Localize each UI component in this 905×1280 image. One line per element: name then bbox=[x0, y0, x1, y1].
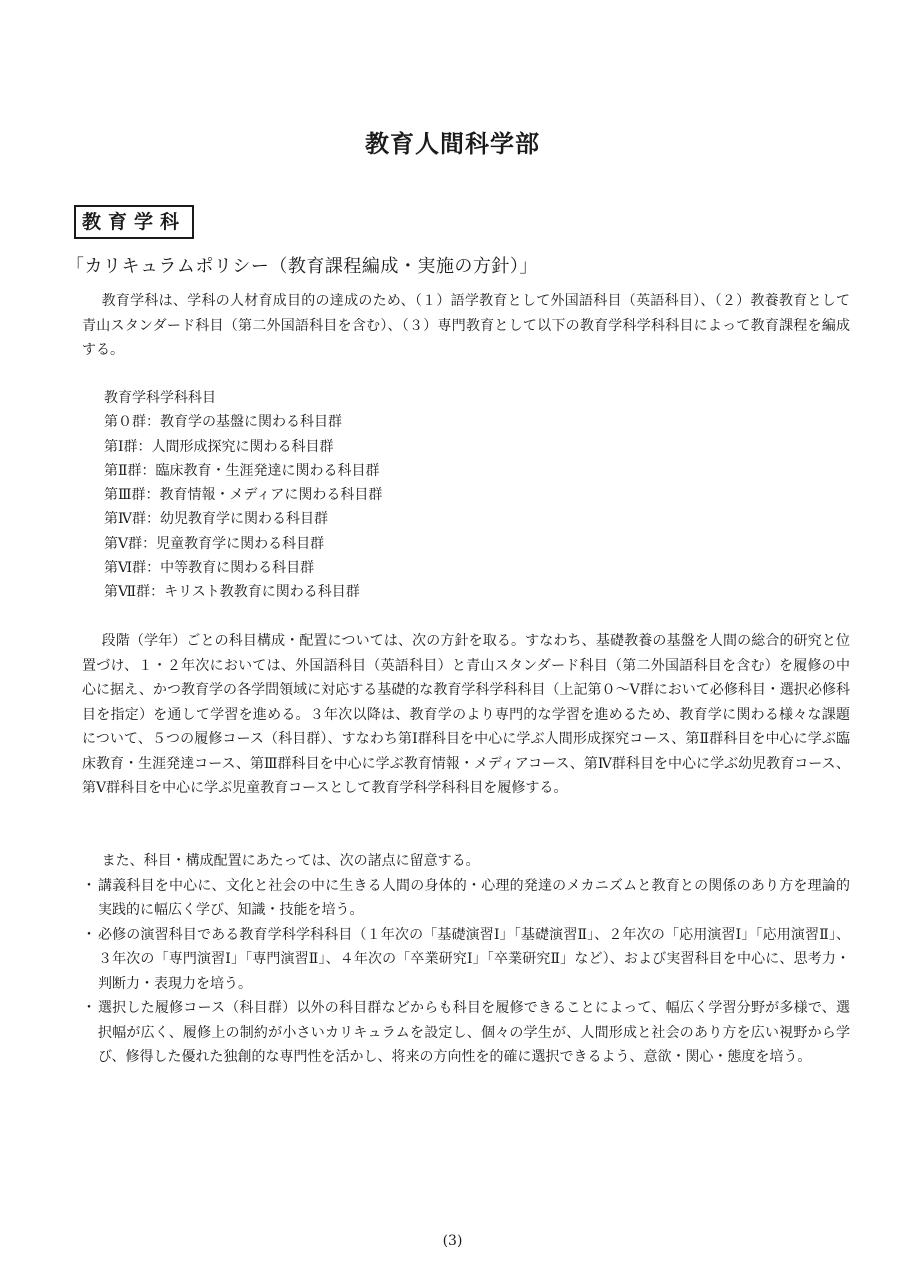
subject-group-item: 第Ⅰ群：人間形成探究に関わる科目群 bbox=[104, 438, 334, 455]
bullet-item bbox=[82, 996, 850, 1070]
subject-group-item: 第Ⅳ群：幼児教育学に関わる科目群 bbox=[104, 511, 328, 528]
bullet-text: 講義科目を中心に、文化と社会の中に生きる人間の身体的・心理的発達のメカニズムと教育との関係のあり方を理論的実践的に幅広く学び、知識・技能を培う。 bbox=[98, 877, 850, 918]
subject-group-item: 第Ⅴ群：児童教育学に関わる科目群 bbox=[104, 535, 325, 552]
policy-text: 段階（学年）ごとの科目構成・配置については、次の方針を取る。すなわち、基礎教養の基盤を人間の総合的研究と位置づけ、１・２年次においては、外国語科目（英語科目）と青山スタンダード科目（第二外国語科目を含む）を履修の中心に据え、かつ教育学の各学問領域に対応する基礎的な教育学科学科科目（上記第０～Ⅴ群において必修科目・選択必修科目を指定）を通して学習を進める。３年次以降は、教育学のより専門的な学習を進めるため、教育学に関わる様々な課題について、５つの履修コース（科目群）、すなわち第Ⅰ群科目を中心に学ぶ人間形成探究コース、第Ⅱ群科目を中心に学ぶ臨床教育・生涯発達コース、第Ⅲ群科目を中心に学ぶ教育情報・メディアコース、第Ⅳ群科目を中心に学ぶ幼児教育コース、第Ⅴ群科目を中心に学ぶ児童教育コースとして教育学科学科科目を履修する。 bbox=[82, 633, 850, 796]
bullet-text: 必修の演習科目である教育学科学科科目（１年次の「基礎演習Ⅰ」「基礎演習Ⅱ」、２年次の「応用演習Ⅰ」「応用演習Ⅱ」、３年次の「専門演習Ⅰ」「専門演習Ⅱ」、４年次の「卒業研究Ⅰ」「卒業研究Ⅱ」など）、および実習科目を中心に、思考力・判断力・表現力を培う。 bbox=[98, 926, 850, 992]
subject-group-item: 第Ⅲ群：教育情報・メディアに関わる科目群 bbox=[104, 487, 383, 504]
intro-text: 教育学科は、学科の人材育成目的の達成のため、（１）語学教育として外国語科目（英語科目）、（２）教養教育として青山スタンダード科目（第二外国語科目を含む）、（３）専門教育として以下の教育学科学科科目によって教育課程を編成する。 bbox=[82, 293, 850, 358]
subject-group-item: 第Ⅱ群：臨床教育・生涯発達に関わる科目群 bbox=[104, 462, 380, 479]
subject-group-item: 第Ⅶ群：キリスト教教育に関わる科目群 bbox=[104, 584, 360, 601]
subject-group-item: 第０群：教育学の基盤に関わる科目群 bbox=[104, 414, 342, 431]
intro-paragraph bbox=[82, 289, 850, 363]
notes-lead: また、科目・構成配置にあたっては、次の諸点に留意する。 bbox=[101, 853, 480, 869]
bullet-mark: ・ bbox=[82, 1000, 96, 1016]
bullet-mark: ・ bbox=[82, 877, 96, 894]
page-number: (3) bbox=[442, 1233, 463, 1249]
bullet-mark: ・ bbox=[82, 926, 96, 943]
department-heading: 教育学科 bbox=[74, 205, 194, 239]
subject-group-header: 教育学科学科科目 bbox=[104, 390, 216, 406]
notes-section bbox=[82, 849, 850, 1070]
subject-group-list bbox=[104, 386, 382, 605]
bullet-item bbox=[82, 874, 850, 923]
page-title: 教育人間科学部 bbox=[365, 130, 540, 158]
bullet-item bbox=[82, 923, 850, 997]
section-heading: 「カリキュラムポリシー（教育課程編成・実施の方針）」 bbox=[66, 256, 538, 277]
bullet-text: 選択した履修コース（科目群）以外の科目群などからも科目を履修できることによって、幅広く学習分野が多様で、選択幅が広く、履修上の制約が小さいカリキュラムを設定し、個々の学生が、人間形成と社会のあり方を広い視野から学び、修得した優れた独創的な専門性を活かし、将来の方向性を的確に選択できるよう、意欲・関心・態度を培う。 bbox=[98, 1000, 850, 1065]
subject-group-item: 第Ⅵ群：中等教育に関わる科目群 bbox=[104, 560, 315, 577]
policy-paragraph bbox=[82, 629, 850, 801]
